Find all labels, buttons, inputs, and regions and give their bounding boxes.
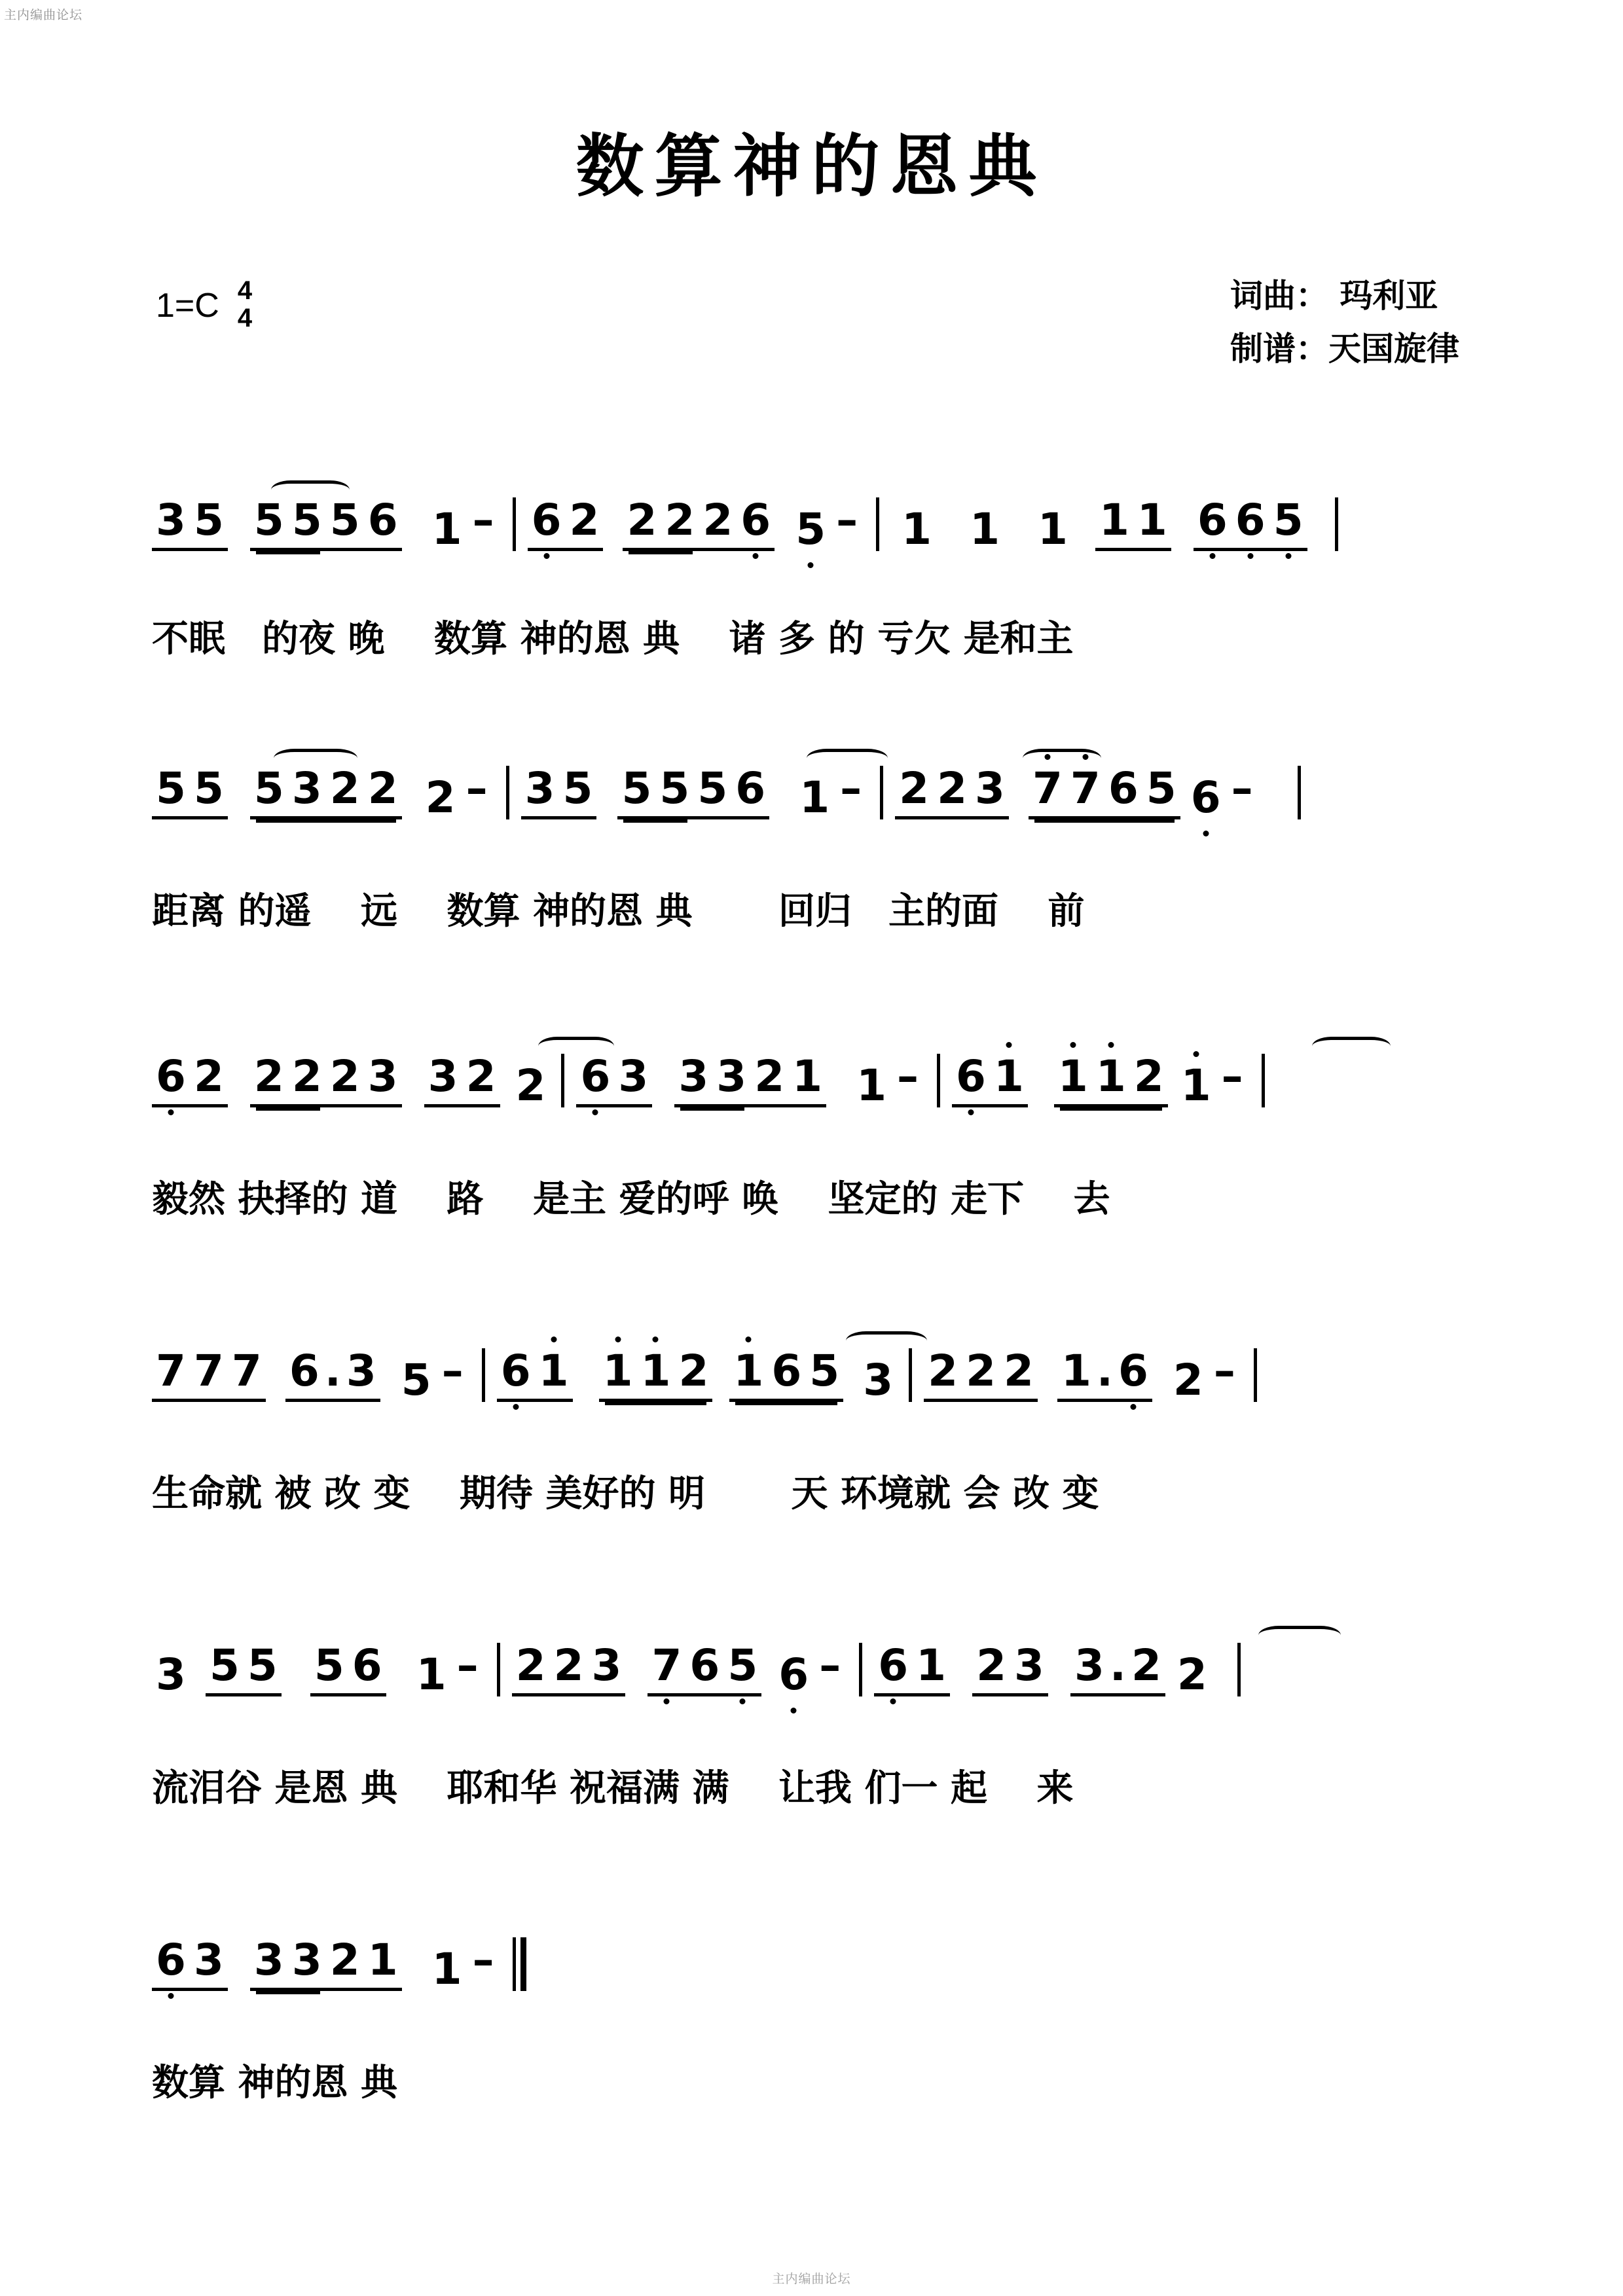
note: 6 [497, 1350, 535, 1393]
note: 3 [253, 1935, 284, 1985]
note: 3 [367, 1051, 398, 1102]
note: 6 [689, 1640, 720, 1691]
note-row-2 [152, 763, 1492, 844]
barline [482, 1348, 485, 1402]
barline [561, 1054, 564, 1107]
score-system-3 [0, 1051, 1623, 1223]
score-system-5 [0, 1640, 1623, 1812]
beam-group [623, 495, 699, 551]
hold-dash: – [456, 1640, 479, 1691]
final-barline [513, 1937, 526, 1991]
beam-group [972, 1640, 1048, 1696]
barline [909, 1348, 912, 1402]
tie-slur [271, 480, 350, 499]
note: 6 [771, 1346, 802, 1396]
note: 2 [1173, 1355, 1203, 1405]
hold-dash: – [472, 495, 494, 545]
note: 3 [346, 1346, 376, 1396]
note: 7 [647, 1644, 685, 1687]
note: 1 [902, 504, 932, 554]
watermark-top-left: 主内编曲论坛 [4, 9, 83, 22]
note: 5 [723, 1644, 761, 1687]
time-signature-denominator: 4 [237, 304, 253, 332]
hold-dash: – [840, 763, 862, 814]
notation-line-2 [152, 763, 1492, 823]
note: 6 [775, 1653, 812, 1696]
note: 3 [291, 1935, 322, 1985]
lyric-line-3: 毅然 抉择的 道 路 是主 爱的呼 唤 坚定的 走下 去 [152, 1178, 1110, 1221]
lyric-line-1: 不眠 的夜 晚 数算 神的恩 典 诸 多 的 亏欠 是和主 [152, 618, 1074, 660]
note: 2 [976, 1640, 1006, 1691]
beam-group [1029, 763, 1180, 819]
note-row-1 [152, 497, 1492, 576]
note: 1 [1137, 495, 1167, 545]
hold-dash: – [465, 763, 488, 814]
lyric-line-2: 距离 的遥 远 数算 神的恩 典 回归 主的面 前 [152, 890, 1085, 933]
note: 1 [599, 1350, 637, 1393]
barline [497, 1643, 500, 1696]
note: 2 [754, 1051, 785, 1102]
note: 6 [1194, 499, 1231, 542]
watermark-bottom-center: 主内编曲论坛 [772, 2272, 851, 2286]
note: 2 [465, 1051, 496, 1102]
note: 2 [553, 1640, 584, 1691]
credit-engraver: 制谱：天国旋律 [1230, 330, 1459, 368]
note: 2 [193, 1051, 224, 1102]
note: 5 [792, 508, 830, 551]
score-system-2 [0, 763, 1623, 935]
hold-dash: – [819, 1640, 841, 1691]
notation-line-5 [152, 1640, 1492, 1700]
note: 1 [1054, 1055, 1092, 1098]
note: 5 [209, 1640, 240, 1691]
score-system-4 [0, 1348, 1623, 1517]
tie-slur [274, 749, 357, 768]
note: 6 [367, 495, 398, 545]
note: 5 [156, 763, 186, 814]
barline [880, 766, 883, 819]
note: 1 [637, 1350, 675, 1393]
beam-group [874, 1640, 950, 1696]
credit-composer: 词曲： 玛利亚 [1230, 277, 1438, 315]
note: 1 [970, 504, 1000, 554]
note: 3 [156, 1649, 186, 1700]
hold-dash: – [472, 1935, 494, 1985]
tie-slur [846, 1331, 927, 1350]
beam-group [152, 763, 228, 819]
note: 2 [425, 772, 456, 823]
note: 5 [621, 763, 652, 814]
note: 3 [618, 1051, 649, 1102]
note: 1 [1038, 504, 1068, 554]
note: 2 [329, 1051, 360, 1102]
beam-group [152, 495, 228, 551]
notation-line-1 [152, 495, 1492, 554]
beam-group [674, 1051, 750, 1107]
note: 5 [253, 495, 284, 545]
beam-group [310, 1640, 386, 1696]
note: 2 [329, 763, 360, 814]
barline [1298, 766, 1301, 819]
note: 5 [562, 763, 593, 814]
notation-line-4 [152, 1346, 1492, 1405]
barline [506, 766, 509, 819]
note: 2 [1004, 1346, 1034, 1396]
beam-group [152, 1935, 228, 1991]
note: 3 [1074, 1640, 1104, 1691]
barline [1237, 1643, 1241, 1696]
note: 7 [1029, 767, 1067, 810]
note: 7 [231, 1346, 262, 1396]
note: 2 [329, 1935, 360, 1985]
beam-group [599, 1346, 713, 1402]
note: 7 [1067, 767, 1104, 810]
note: 5 [193, 763, 224, 814]
note: 3 [975, 763, 1005, 814]
note: 2 [627, 495, 657, 545]
note: 7 [193, 1346, 224, 1396]
lyric-line-4: 生命就 被 改 变 期待 美好的 明 天 环境就 会 改 变 [152, 1473, 1099, 1515]
note: 6 [952, 1055, 990, 1098]
credits [1230, 270, 1459, 376]
beam-group [1054, 1051, 1168, 1107]
note: 6 [152, 1939, 190, 1982]
note: 6 [874, 1644, 912, 1687]
note: 6 [1114, 1350, 1152, 1393]
note: 7 [156, 1346, 186, 1396]
note: 1 [535, 1350, 573, 1393]
score-system-1 [0, 497, 1623, 662]
beam-group [285, 1346, 380, 1402]
barline [1254, 1348, 1257, 1402]
beam-group [152, 1051, 228, 1107]
note: 2 [569, 495, 600, 545]
note: 6 [576, 1055, 614, 1098]
note: 5 [809, 1346, 840, 1396]
note: 5 [247, 1640, 278, 1691]
note: 6 [735, 763, 766, 814]
tie-slur [807, 749, 888, 768]
note: 1 [856, 1060, 886, 1111]
note: 6 [152, 1055, 190, 1098]
hold-dash: – [1213, 1346, 1235, 1396]
note-row-3 [152, 1051, 1492, 1132]
beam-group [647, 1640, 761, 1696]
key-signature: 1=C [156, 287, 219, 325]
note: 3 [193, 1935, 224, 1985]
note: 3 [291, 763, 322, 814]
note: 1 [1061, 1346, 1091, 1396]
note: 5 [314, 1640, 344, 1691]
lyric-line-5: 流泪谷 是恩 典 耶和华 祝福满 满 让我 们一 起 来 [152, 1767, 1074, 1810]
tie-slur [1312, 1037, 1391, 1056]
note: 6 [289, 1346, 319, 1396]
tie-slur [1023, 749, 1101, 768]
score-system-6 [0, 1937, 1623, 2106]
note: 6 [352, 1640, 382, 1691]
barline [513, 497, 516, 551]
beam-group [1070, 1640, 1165, 1696]
note: 3 [428, 1051, 458, 1102]
note: 1 [799, 772, 830, 823]
note: 6 [1108, 763, 1139, 814]
note-row-6 [152, 1937, 1492, 2016]
note: 1 [431, 1944, 462, 1994]
beam-group [206, 1640, 282, 1696]
beam-group [1057, 1346, 1152, 1402]
time-signature [238, 277, 252, 332]
note: 1 [792, 1051, 823, 1102]
note: 5 [329, 495, 360, 545]
lyric-line-6: 数算 神的恩 典 [152, 2062, 397, 2104]
beam-group [424, 1051, 500, 1107]
beam-group [729, 1346, 843, 1402]
time-signature-numerator: 4 [237, 276, 253, 305]
barline [1335, 497, 1338, 551]
note: 3 [591, 1640, 622, 1691]
note: 3 [678, 1051, 709, 1102]
beam-group [617, 763, 693, 819]
note-row-4 [152, 1348, 1492, 1427]
beam-group [326, 1935, 402, 1991]
note: 1 [1177, 1064, 1215, 1107]
beam-group [924, 1346, 1038, 1402]
note: 1 [990, 1055, 1028, 1098]
beam-group [699, 495, 775, 551]
note: 5 [1146, 763, 1176, 814]
note: 5 [1269, 499, 1307, 542]
note: 2 [1176, 1649, 1207, 1700]
notation-line-6 [152, 1935, 1492, 1994]
barline [1262, 1054, 1265, 1107]
hold-dash: – [441, 1346, 464, 1396]
notation-line-3 [152, 1051, 1492, 1111]
beam-group [250, 1051, 326, 1107]
note: 1 [431, 504, 462, 554]
barline [859, 1643, 862, 1696]
note: 3 [524, 763, 555, 814]
beam-group [512, 1640, 626, 1696]
note: 3 [1014, 1640, 1044, 1691]
note: 5 [193, 495, 224, 545]
note: 2 [899, 763, 930, 814]
beam-group [576, 1051, 652, 1107]
note: 2 [515, 1640, 546, 1691]
note: 5 [291, 495, 322, 545]
note: 2 [253, 1051, 284, 1102]
note: 2 [937, 763, 967, 814]
beam-group [750, 1051, 826, 1107]
beam-group [693, 763, 769, 819]
augmentation-dot: . [1096, 1346, 1113, 1396]
note: 6 [528, 499, 566, 542]
beam-group [497, 1346, 573, 1402]
note: 1 [1092, 1055, 1130, 1098]
note: 5 [659, 763, 690, 814]
beam-group [528, 495, 604, 551]
augmentation-dot: . [324, 1346, 341, 1396]
hold-dash: – [1231, 763, 1253, 814]
note: 1 [916, 1640, 947, 1691]
note: 2 [1133, 1051, 1164, 1102]
note: 5 [401, 1355, 431, 1405]
hold-dash: – [836, 495, 858, 545]
note: 2 [665, 495, 695, 545]
note: 1 [1099, 495, 1129, 545]
beam-group [326, 1051, 402, 1107]
beam-group [1095, 495, 1171, 551]
beam-group [250, 763, 402, 819]
key-and-time-signature [156, 278, 252, 333]
hold-dash: – [897, 1051, 919, 1102]
note: 6 [1187, 776, 1225, 819]
barline [937, 1054, 940, 1107]
note: 2 [678, 1346, 709, 1396]
note: 2 [291, 1051, 322, 1102]
tie-slur [1258, 1626, 1341, 1645]
note-row-5 [152, 1640, 1492, 1721]
note: 6 [1231, 499, 1269, 542]
beam-group [952, 1051, 1028, 1107]
note: 5 [697, 763, 728, 814]
beam-group [152, 1346, 266, 1402]
note: 2 [1131, 1640, 1161, 1691]
note: 1 [367, 1935, 398, 1985]
beam-group [326, 495, 402, 551]
note: 2 [702, 495, 733, 545]
note: 3 [863, 1355, 894, 1405]
note: 5 [253, 763, 284, 814]
note: 1 [416, 1649, 447, 1700]
note: 6 [737, 499, 775, 542]
page-title: 数算神的恩典 [575, 126, 1048, 206]
note: 2 [966, 1346, 996, 1396]
note: 1 [729, 1350, 767, 1393]
note: 2 [367, 763, 398, 814]
hold-dash: – [1221, 1051, 1243, 1102]
beam-group [250, 1935, 326, 1991]
augmentation-dot: . [1109, 1640, 1126, 1691]
beam-group [1194, 495, 1307, 551]
note: 2 [515, 1060, 546, 1111]
tie-slur [538, 1037, 614, 1056]
beam-group [895, 763, 1009, 819]
note: 3 [156, 495, 186, 545]
beam-group [250, 495, 326, 551]
beam-group [521, 763, 597, 819]
note: 2 [928, 1346, 958, 1396]
barline [876, 497, 879, 551]
note: 3 [716, 1051, 747, 1102]
